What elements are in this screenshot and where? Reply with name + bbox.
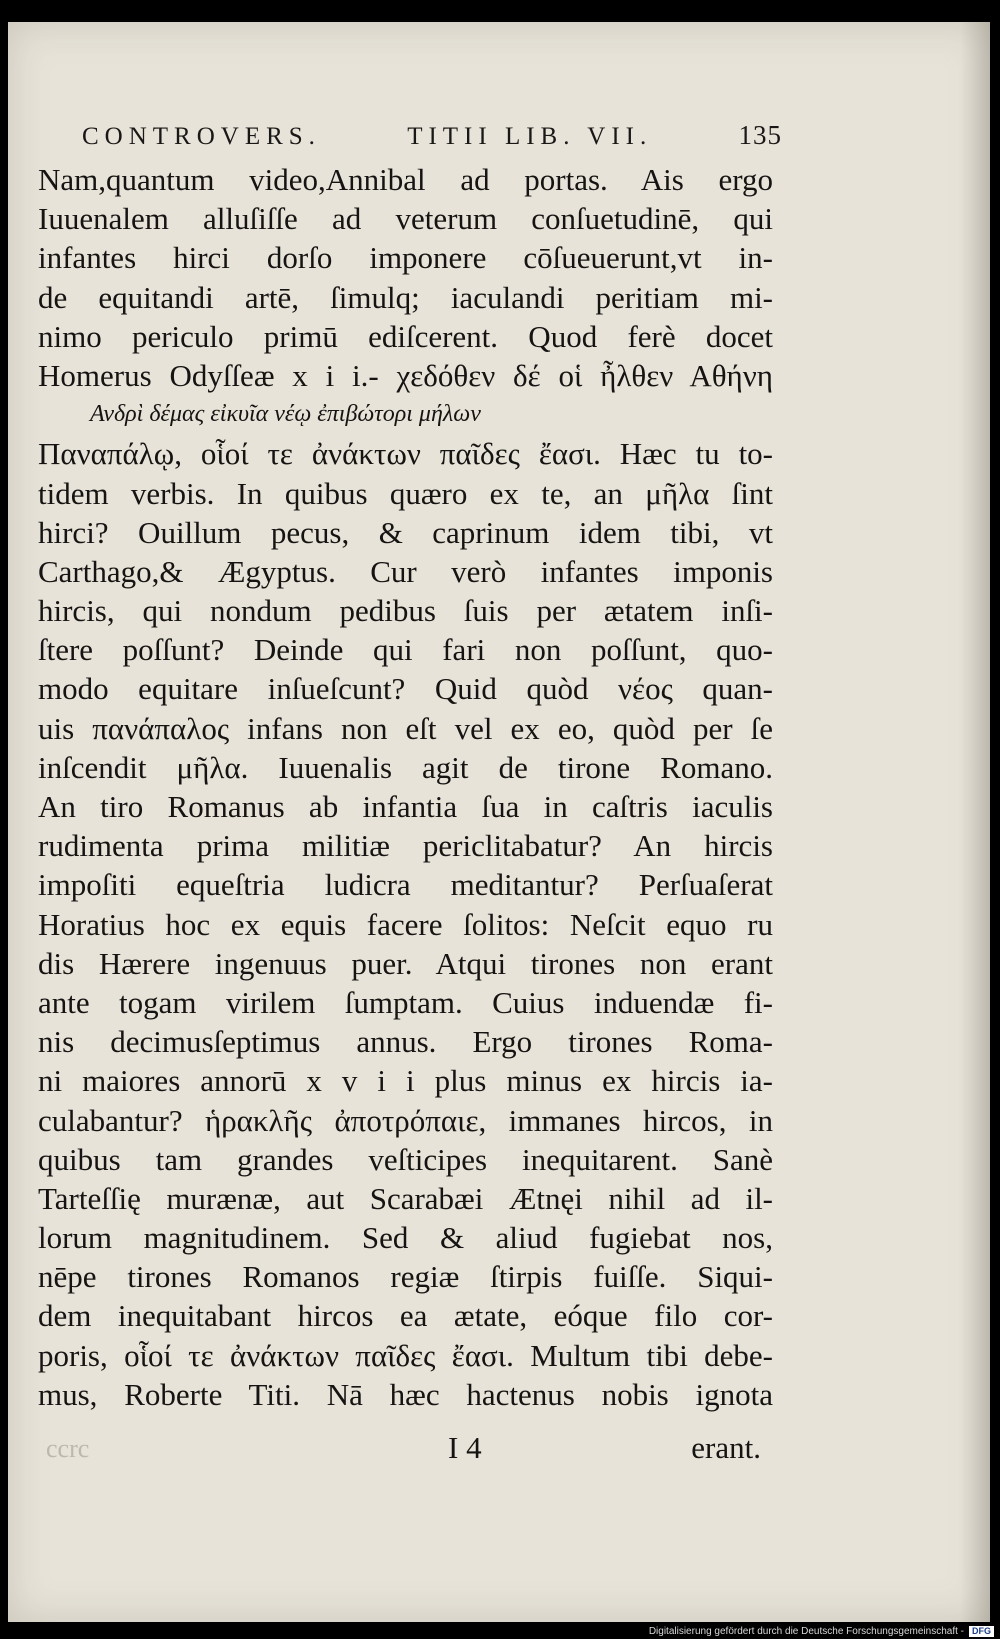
text-line: ante togam virilem ſumptam. Cuius induendæ fi- xyxy=(38,984,773,1020)
body-text xyxy=(38,160,773,1414)
text-line: ſtere poſſunt? Deinde qui fari non poſſunt, quo- xyxy=(38,632,773,668)
text-line: ni maiores annorū x v i i plus minus ex hircis ia- xyxy=(38,1063,773,1099)
text-line: lorum magnitudinem. Sed & aliud fugiebat nos, xyxy=(38,1220,773,1256)
text-line: tidem verbis. In quibus quæro ex te, an μῆλα ſint xyxy=(38,475,773,511)
text-line: de equitandi artē, ſimulq; iaculandi peritiam mi- xyxy=(38,279,773,315)
text-line: An tiro Romanus ab infantia ſua in caſtris iaculis xyxy=(38,789,773,824)
footer-credit-text: Digitalisierung gefördert durch die Deutsche Forschungsgemeinschaft - xyxy=(648,1626,964,1637)
footer-credit xyxy=(649,1624,994,1639)
page-bottom xyxy=(38,1430,773,1470)
text-line: Homerus Odyſſeæ x i i.- χεδόθεν δέ οἱ ἦλθεν Αθήνη xyxy=(38,357,773,393)
text-line: quibus tam grandes veſticipes inequitarent. Sanè xyxy=(38,1141,773,1177)
text-line: Iuuenalem alluſiſſe ad veterum conſuetudinē, qui xyxy=(38,201,773,237)
signature-mark: I 4 xyxy=(448,1430,482,1465)
text-line: Horatius hoc ex equis facere ſolitos: Neſcit equo ru xyxy=(38,906,773,942)
text-line: impoſiti equeſtria ludicra meditantur? Perſuaſerat xyxy=(38,867,773,903)
text-line: nēpe tirones Romanos regiæ ſtirpis fuiſſe. Siqui- xyxy=(38,1259,773,1295)
text-line: infantes hirci dorſo imponere cōſueuerunt,vt in- xyxy=(38,240,773,276)
running-head xyxy=(82,120,782,160)
text-line: dis Hærere ingenuus puer. Atqui tirones non erant xyxy=(38,945,773,981)
text-line: inſcendit μῆλα. Iuuenalis agit de tirone Romano. xyxy=(38,749,773,785)
text-line: poris, οἷοί τε ἀνάκτων παῖδες ἔασι. Multum tibi debe- xyxy=(38,1337,773,1373)
text-line: mus, Roberte Titi. Nā hæc hactenus nobis ignota xyxy=(38,1376,773,1412)
text-line: Tarteſſię murænæ, aut Scarabæi Ætnęi nihil ad il- xyxy=(38,1180,773,1216)
text-line: culabantur? ἡρακλῆς ἀποτρόπαιε, immanes hircos, in xyxy=(38,1102,773,1138)
dfg-logo-icon: DFG xyxy=(969,1626,994,1637)
text-line: nimo periculo primū ediſcerent. Quod ferè docet xyxy=(38,318,773,354)
text-line: nis decimusſeptimus annus. Ergo tirones Roma- xyxy=(38,1024,773,1060)
text-line: hirci? Ouillum pecus, & caprinum idem tibi, vt xyxy=(38,514,773,550)
paper-sheet xyxy=(8,22,990,1622)
show-through-text: ccrc xyxy=(46,1434,90,1463)
text-line: Nam,quantum video,Annibal ad portas. Ais ergo xyxy=(38,162,773,197)
running-head-center: TITII LIB. VII. xyxy=(407,123,653,150)
text-line: Carthago,& Ægyptus. Cur verò infantes imponis xyxy=(38,553,773,589)
page-number: 135 xyxy=(738,120,782,150)
running-head-left: CONTROVERS. xyxy=(82,123,321,150)
text-line: Παναπάλῳ, οἷοί τε ἀνάκτων παῖδες ἔασι. Hæc tu to- xyxy=(38,436,773,472)
text-line: modo equitare inſueſcunt? Quid quòd νέος quan- xyxy=(38,671,773,707)
footer-bar xyxy=(0,1624,1000,1639)
text-line: uis πανάπαλος infans non eſt vel ex eo, quòd per ſe xyxy=(38,710,773,746)
text-line: dem inequitabant hircos ea ætate, eóque filo cor- xyxy=(38,1298,773,1334)
catchword: erant. xyxy=(691,1430,761,1465)
text-line: rudimenta prima militiæ periclitabatur? An hircis xyxy=(38,828,773,864)
greek-verse-line: Ανδρὶ δέμας εἰκυῖα νέῳ ἐπιβώτορι μήλων xyxy=(90,401,481,428)
text-line: hircis, qui nondum pedibus ſuis per ætatem inſi- xyxy=(38,593,773,629)
